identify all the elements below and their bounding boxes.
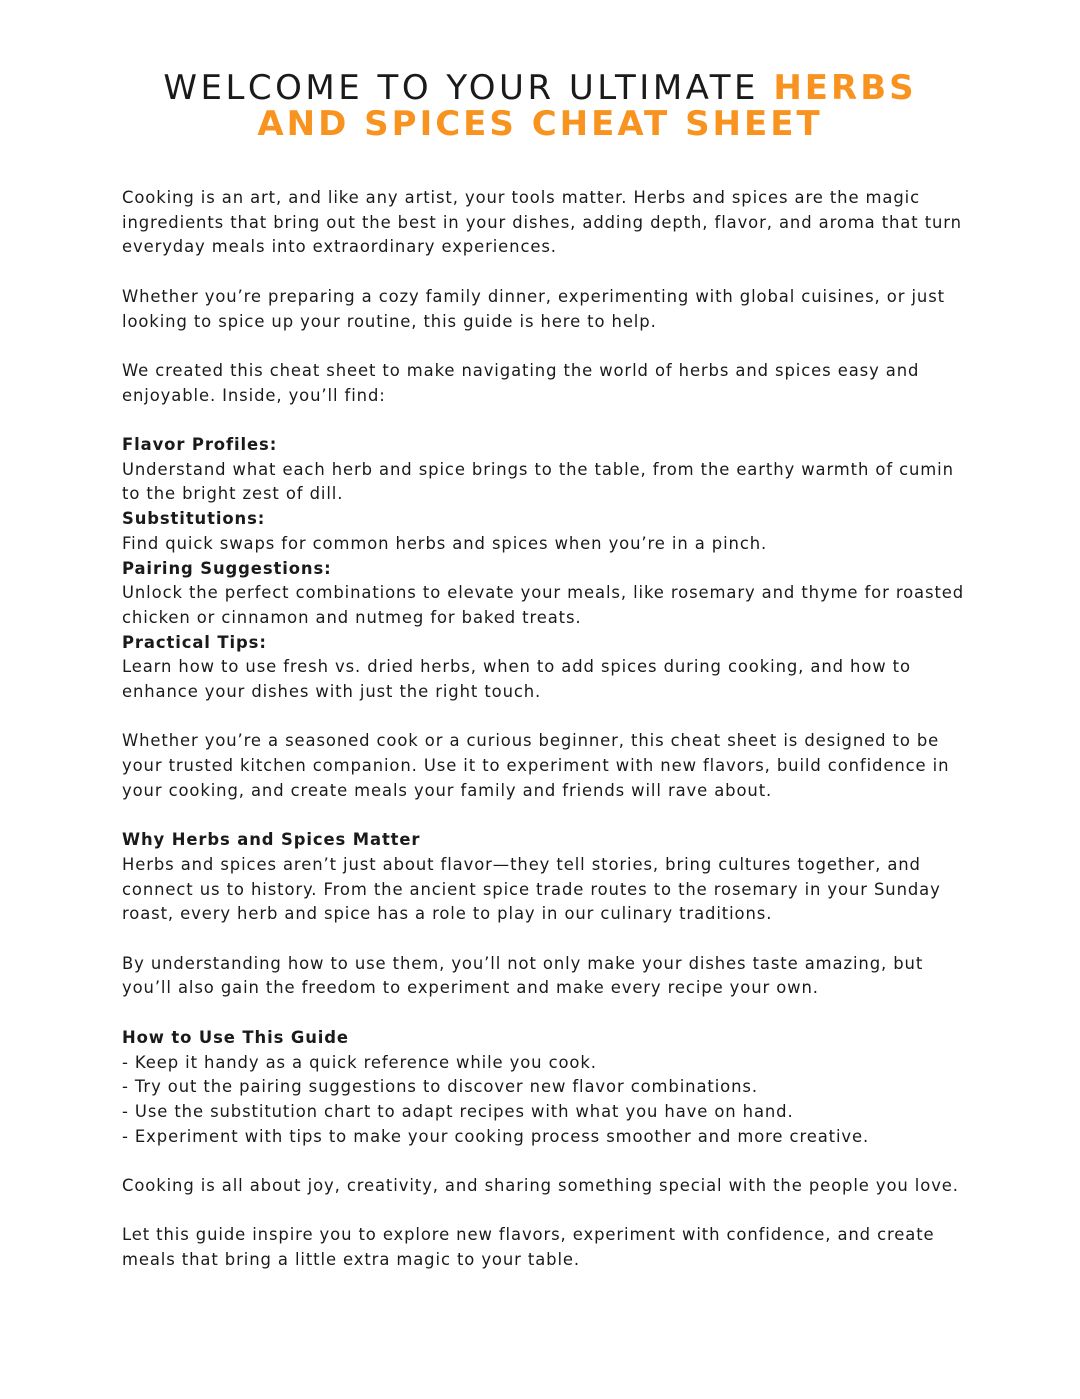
intro-paragraph-2: Whether you’re preparing a cozy family dinner, experimenting with global cuisines, or just looking to spice up your routine, this guide is here to help.: [122, 286, 945, 331]
why-paragraph-1: Herbs and spices aren’t just about flavor—they tell stories, bring cultures together, and connect us to history. From the ancient spice trade routes to the rosemary in your Sunday roast, every herb and spice has a role to play in our culinary traditions.: [122, 854, 941, 924]
feature-heading-flavor-profiles: Flavor Profiles:: [122, 434, 278, 454]
howto-list-item: - Try out the pairing suggestions to discover new flavor combinations.: [122, 1077, 758, 1097]
howto-list-item: - Experiment with tips to make your cooking process smoother and more creative.: [122, 1126, 870, 1146]
feature-heading-pairing-suggestions: Pairing Suggestions:: [122, 558, 332, 578]
feature-text-substitutions: Find quick swaps for common herbs and spices when you’re in a pinch.: [122, 533, 768, 553]
closing-paragraph-1: Cooking is all about joy, creativity, and sharing something special with the people you love.: [122, 1176, 959, 1195]
feature-heading-substitutions: Substitutions:: [122, 509, 266, 529]
howto-heading: How to Use This Guide: [122, 1027, 349, 1047]
title-accent-line2: AND SPICES CHEAT SHEET: [257, 104, 823, 144]
intro-paragraph-3: We created this cheat sheet to make navigating the world of herbs and spices easy and enjoyable. Inside, you’ll find:: [122, 360, 920, 405]
companion-paragraph: Whether you’re a seasoned cook or a curious beginner, this cheat sheet is designed to be your trusted kitchen companion. Use it to experiment with new flavors, build confidence in your cooking, and create meals your family and friends will rave about.: [122, 731, 950, 800]
why-heading: Why Herbs and Spices Matter: [122, 830, 421, 850]
title-plain: WELCOME TO YOUR ULTIMATE: [163, 68, 760, 108]
closing-paragraph-2: Let this guide inspire you to explore new flavors, experiment with confidence, and create meals that bring a little extra magic to your table.: [122, 1225, 935, 1270]
feature-text-flavor-profiles: Understand what each herb and spice brings to the table, from the earthy warmth of cumin to the bright zest of dill.: [122, 459, 954, 504]
document-body: [122, 186, 968, 1273]
title-accent-line1: HERBS: [773, 68, 917, 108]
why-paragraph-2: By understanding how to use them, you’ll not only make your dishes taste amazing, but you’ll also gain the freedom to experiment and make every recipe your own.: [122, 953, 924, 998]
feature-heading-practical-tips: Practical Tips:: [122, 632, 267, 652]
intro-paragraph-1: Cooking is an art, and like any artist, your tools matter. Herbs and spices are the magic ingredients that bring out the best in your dishes, adding depth, flavor, and aroma that turn everyday meals into extraordinary experiences.: [122, 188, 962, 257]
page-title: [0, 70, 1080, 142]
feature-text-pairing-suggestions: Unlock the perfect combinations to elevate your meals, like rosemary and thyme for roasted chicken or cinnamon and nutmeg for baked treats.: [122, 583, 965, 627]
howto-list-item: - Use the substitution chart to adapt recipes with what you have on hand.: [122, 1101, 794, 1121]
howto-list-item: - Keep it handy as a quick reference while you cook.: [122, 1052, 597, 1072]
feature-text-practical-tips: Learn how to use fresh vs. dried herbs, when to add spices during cooking, and how to enhance your dishes with just the right touch.: [122, 657, 911, 702]
